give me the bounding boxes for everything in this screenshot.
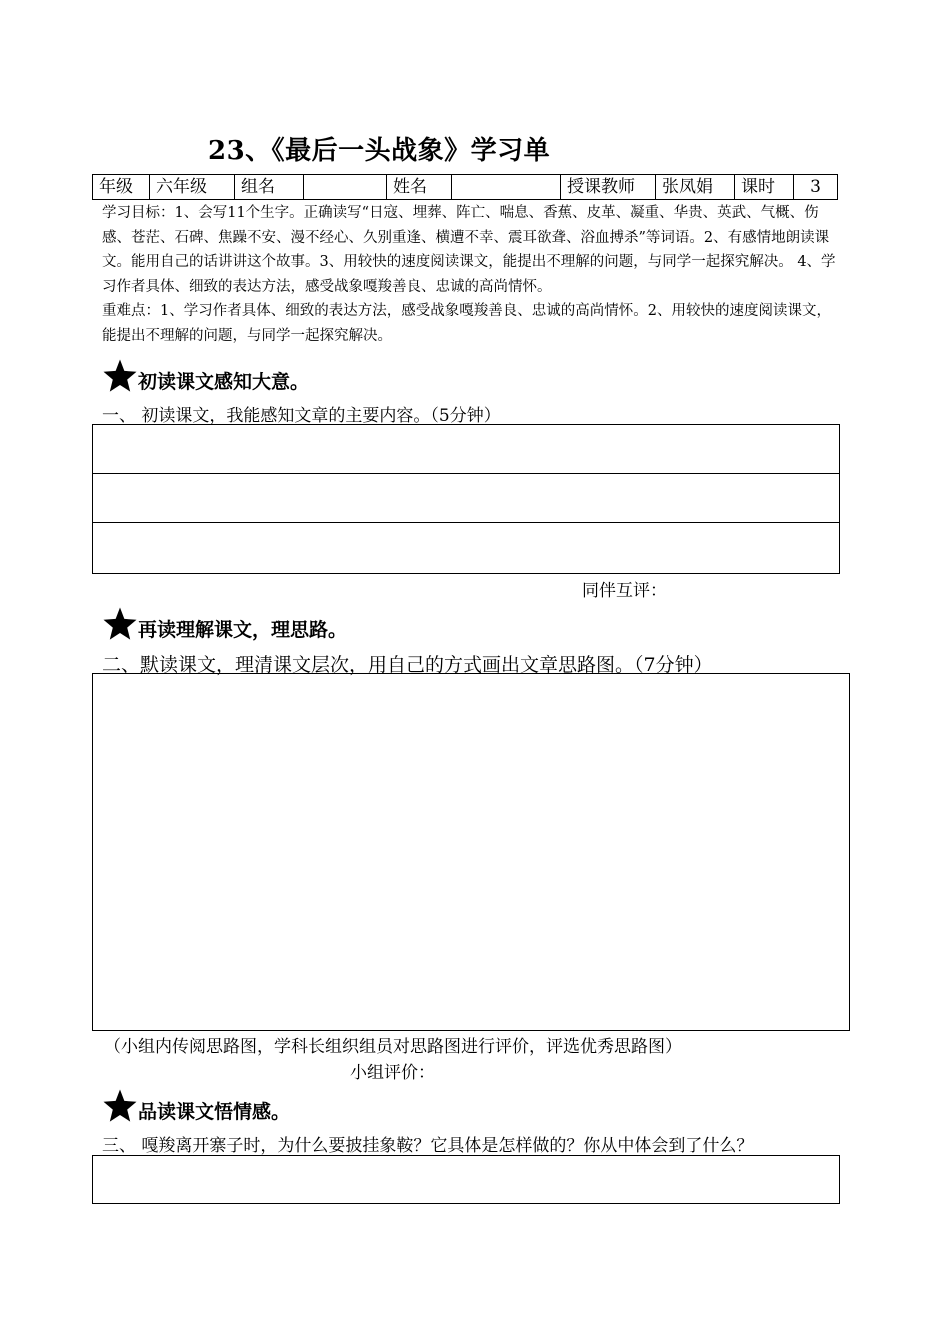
period-label: 课时: [735, 175, 794, 200]
mind-map-box[interactable]: [92, 673, 850, 1031]
section2-heading: [102, 606, 347, 642]
question-2: 二、默读课文，理清课文层次，用自己的方式画出文章思路图。（7分钟）: [102, 654, 713, 676]
section3-heading-text: 品读课文悟情感。: [138, 1101, 291, 1123]
mind-map-note: （小组内传阅思路图，学科长组织组员对思路图进行评价，评选优秀思路图）: [104, 1037, 682, 1057]
name-label: 姓名: [387, 175, 452, 200]
black-star-icon: [102, 1088, 138, 1124]
group-field[interactable]: [304, 175, 387, 200]
section3-heading: [102, 1088, 290, 1124]
page-title: 23、《最后一头战象》学习单: [208, 136, 551, 166]
section1-heading: [102, 358, 309, 394]
learning-objectives: 学习目标：1、会写11个生字。正确读写“日寇、埋葬、阵亡、喘息、香蕉、皮革、凝重、华贵、英武、气概、伤感、苍茫、石碑、焦躁不安、漫不经心、久别重逢、横遭不幸、震耳欲聋、浴血搏杀”等词语。2、有感情地朗读课文。能用自己的话讲讲这个故事。3、用较快的速度阅读课文，能提出不理解的问题，与同学一起探究解决。 4、学习作者具体、细致的表达方法，感受战象嘎羧善良、忠诚的高尚情怀。: [102, 205, 836, 295]
black-star-icon: [102, 606, 138, 642]
name-field[interactable]: [452, 175, 561, 200]
grade-value: 六年级: [150, 175, 235, 200]
answer-box-1[interactable]: [92, 424, 840, 574]
section1-heading-text: 初读课文感知大意。: [138, 371, 310, 393]
question-3: 三、 嘎羧离开寨子时，为什么要披挂象鞍？它具体是怎样做的？你从中体会到了什么？: [102, 1136, 754, 1156]
section2-heading-text: 再读理解课文，理思路。: [138, 619, 348, 641]
answer-box-3[interactable]: [92, 1155, 840, 1204]
table-row: [93, 175, 838, 200]
info-table: [92, 174, 838, 200]
key-points: 重难点：1、学习作者具体、细致的表达方法，感受战象嘎羧善良、忠诚的高尚情怀。2、用较快的速度阅读课文，能提出不理解的问题，与同学一起探究解决。: [102, 303, 831, 344]
group-review-label: 小组评价：: [350, 1063, 435, 1083]
answer-line: [93, 473, 839, 474]
answer-line: [93, 522, 839, 523]
period-value: 3: [794, 175, 838, 200]
question-1: 一、 初读课文，我能感知文章的主要内容。（5分钟）: [102, 406, 501, 426]
grade-label: 年级: [93, 175, 150, 200]
peer-review-label: 同伴互评：: [582, 581, 667, 601]
group-label: 组名: [235, 175, 304, 200]
black-star-icon: [102, 358, 138, 394]
teacher-value: 张凤娟: [656, 175, 735, 200]
teacher-label: 授课教师: [561, 175, 656, 200]
